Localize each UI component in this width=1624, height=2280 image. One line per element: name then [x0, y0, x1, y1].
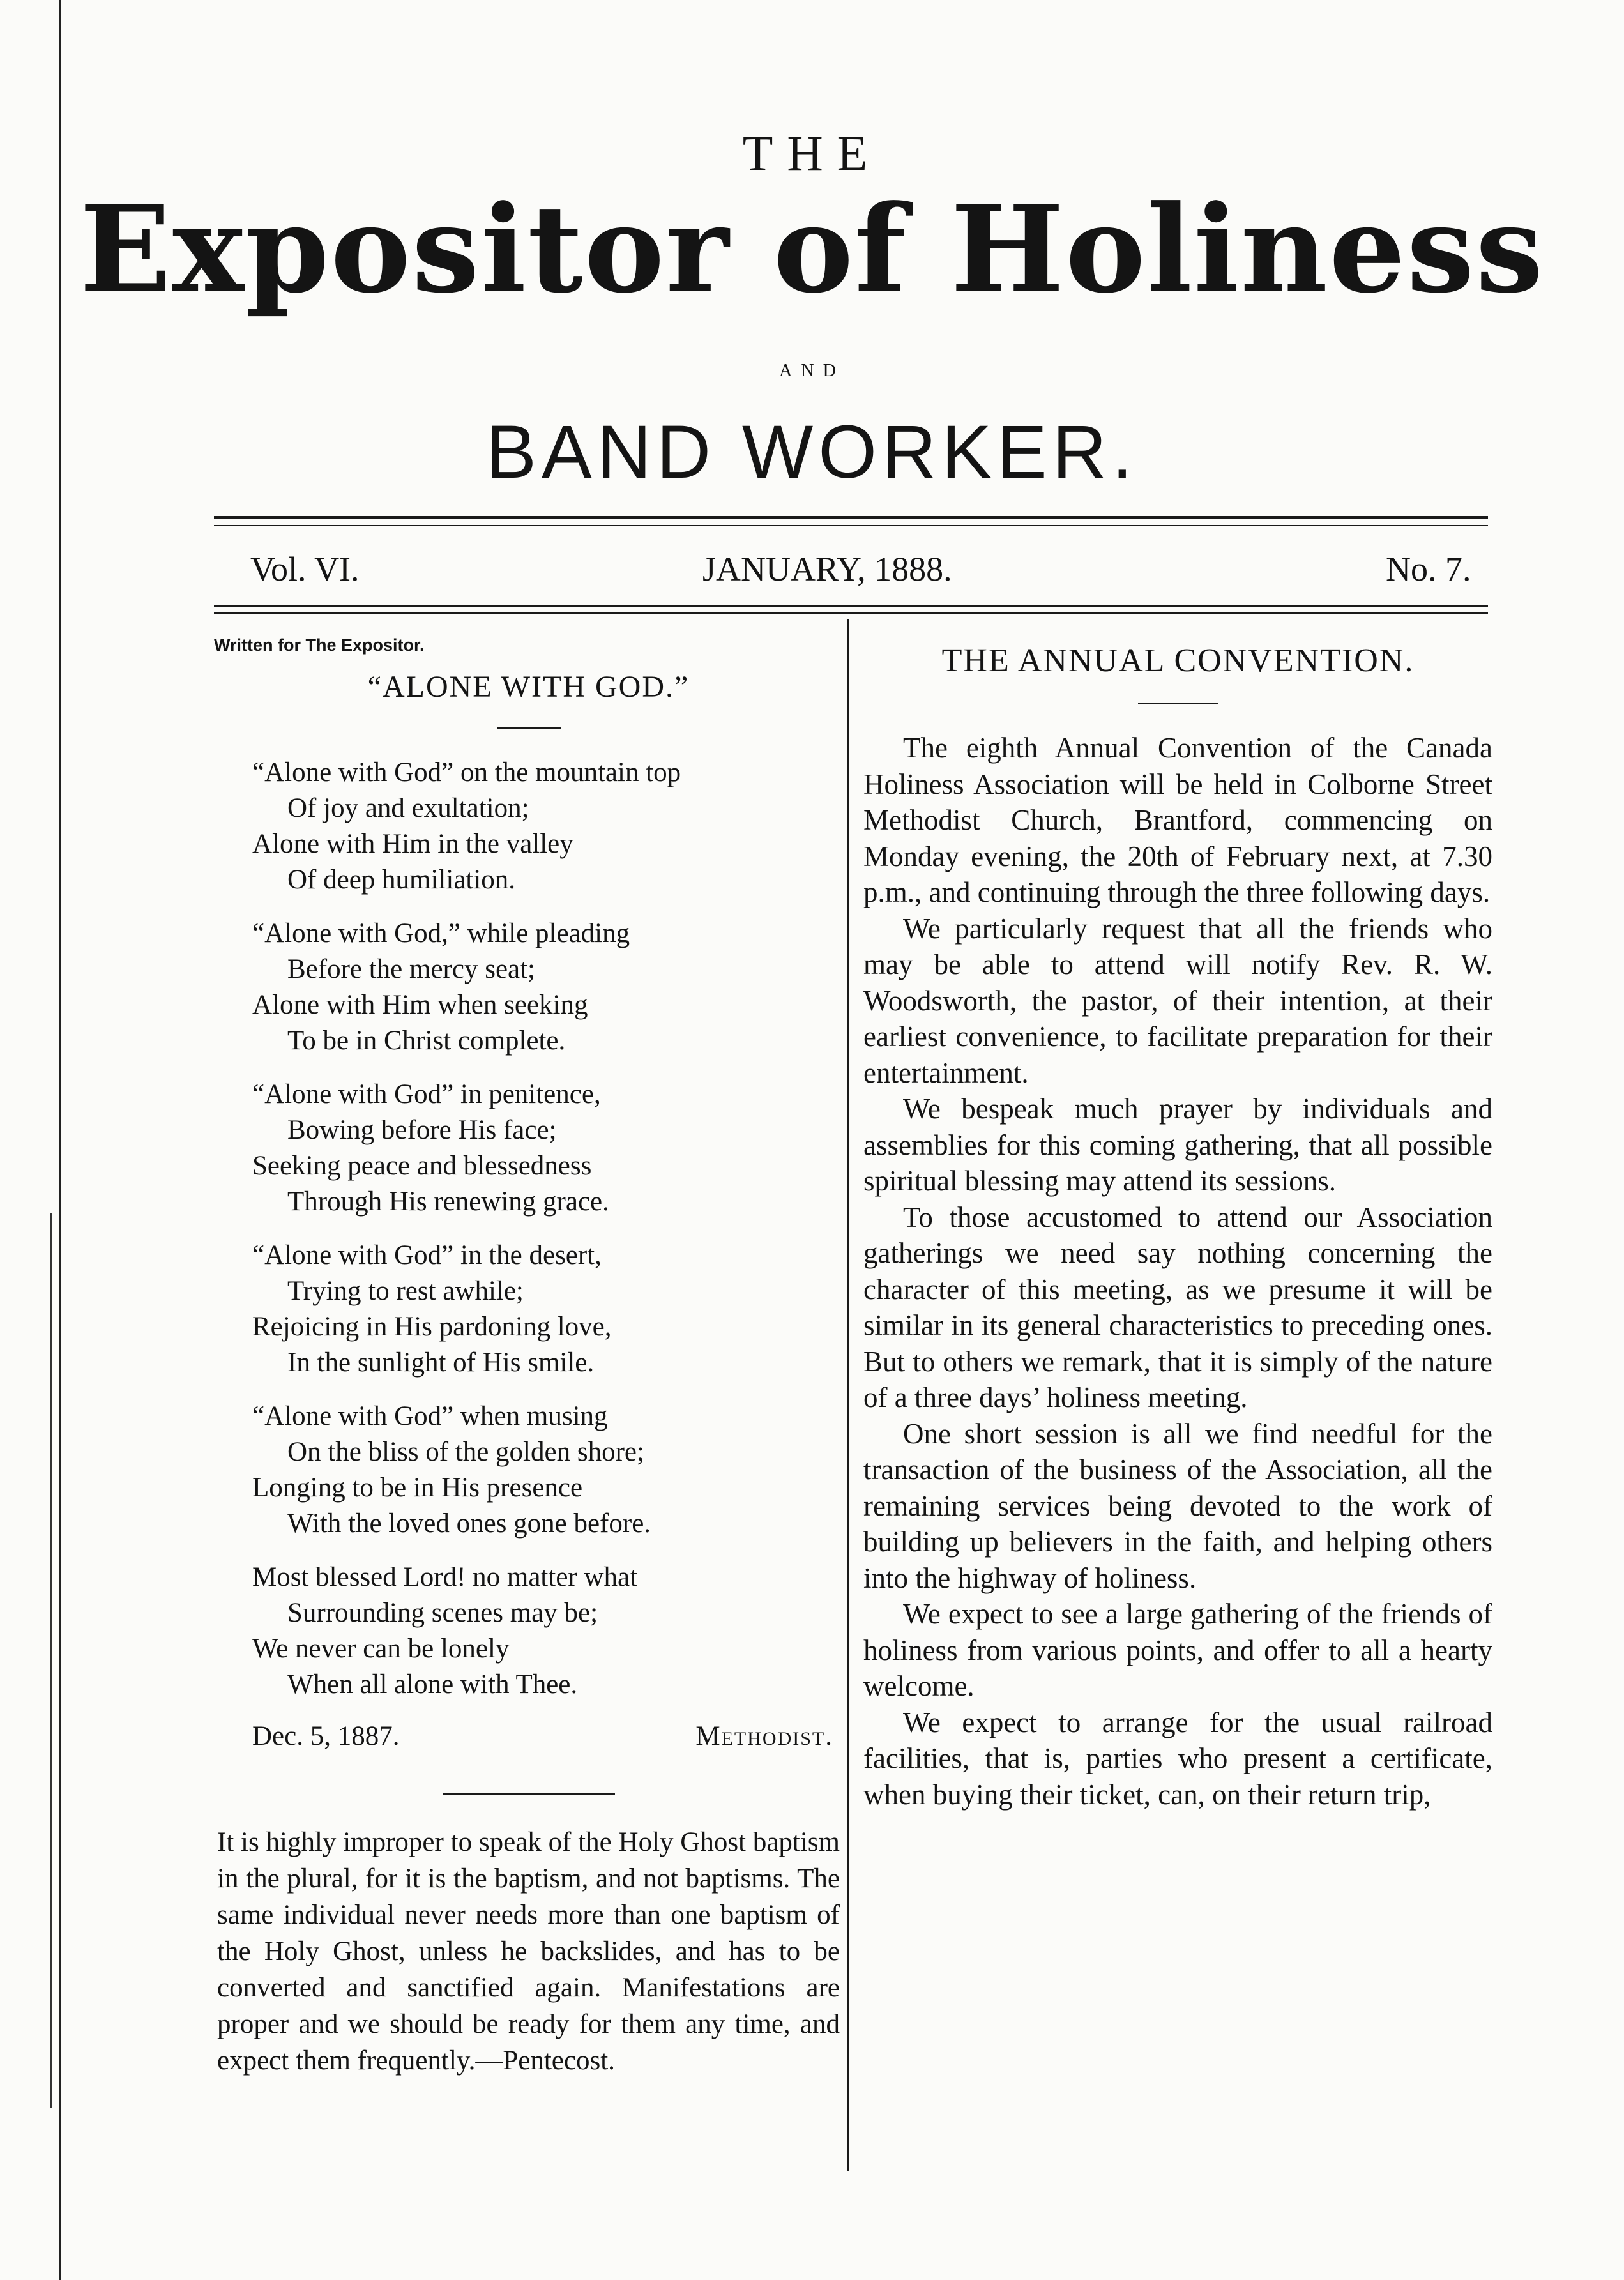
right-column — [863, 642, 1492, 1813]
poem-line: Longing to be in His presence — [252, 1473, 583, 1503]
poem-line: Bowing before His face; — [287, 1115, 557, 1145]
poem-line: Most blessed Lord! no matter what — [252, 1562, 638, 1592]
poem-stanza — [252, 916, 840, 1059]
section-separator-rule — [443, 1793, 615, 1795]
article-paragraph: We expect to see a large gathering of the friends of holiness from various points, and offer to all a hearty welcome. — [863, 1598, 1492, 1702]
poem-line: We never can be lonely — [252, 1634, 510, 1664]
masthead-the: THE — [742, 125, 882, 181]
issue-number: No. 7. — [1386, 550, 1471, 588]
pentecost-paragraph: It is highly improper to speak of the Holy Ghost baptism in the plural, for it is the baptism, and not baptisms. The same individual never needs more than one baptism of the Holy Ghost, unless he backslides, and has to be converted and sanctified again. Manifestations are proper and we should be ready for them any time, and expect them frequently.—Pentecost. — [217, 1827, 840, 2076]
poem-title-rule — [497, 727, 561, 729]
poem-line: “Alone with God” in the desert, — [252, 1240, 602, 1270]
poem-line: Trying to rest awhile; — [287, 1276, 524, 1306]
poem-line: Surrounding scenes may be; — [287, 1598, 598, 1628]
poem-source: Methodist. — [695, 1721, 833, 1751]
masthead-subtitle: BAND WORKER. — [486, 410, 1138, 494]
issue-date: JANUARY, 1888. — [702, 550, 952, 588]
left-column — [214, 635, 840, 2079]
poem-stanza — [252, 755, 840, 898]
article-title: THE ANNUAL CONVENTION. — [941, 642, 1415, 679]
column-divider — [847, 619, 849, 2171]
poem-title: “ALONE WITH GOD.” — [367, 670, 690, 704]
poem-line: “Alone with God” on the mountain top — [252, 757, 681, 787]
poem-line: In the sunlight of His smile. — [287, 1348, 595, 1378]
poem-signature — [252, 1721, 833, 1752]
written-for-note: Written for The Expositor. — [214, 635, 425, 655]
poem-line: Before the mercy seat; — [287, 954, 536, 984]
volume-number: Vol. VI. — [250, 550, 360, 588]
poem-line: Through His renewing grace. — [287, 1187, 609, 1217]
header-rule-bottom-thin — [214, 605, 1488, 607]
poem-line: “Alone with God” in penitence, — [252, 1079, 601, 1109]
poem-line: “Alone with God,” while pleading — [252, 918, 630, 948]
poem-line: When all alone with Thee. — [287, 1669, 578, 1699]
masthead-title: Expositor of Holiness — [79, 179, 1545, 320]
poem-line: Of deep humiliation. — [287, 865, 516, 895]
article-paragraph: We particularly request that all the friends who may be able to attend will notify Rev. R. W. Woodsworth, the pastor, of their intention, at their earliest convenience, to facilitate preparation for their entertainment. — [863, 912, 1492, 1089]
article-title-rule — [1138, 703, 1218, 704]
poem-line: With the loved ones gone before. — [287, 1509, 651, 1539]
header-rule-bottom — [214, 612, 1488, 614]
masthead-and: AND — [779, 361, 845, 381]
poem-stanza — [252, 1077, 840, 1220]
article-paragraph: The eighth Annual Convention of the Canada Holiness Association will be held in Colborne Street Methodist Church, Brantford, commencing on Monday evening, the 20th of February next, at 7.30 p.m., and continuing through the three following days. — [863, 732, 1492, 908]
poem-stanza — [252, 1399, 840, 1542]
poem-line: Alone with Him in the valley — [252, 829, 573, 859]
article-paragraph: To those accustomed to attend our Association gatherings we need say nothing concerning the character of this meeting, as we presume it will be similar in its general characteristics to preceding ones. But to others we remark, that it is simply of the nature of a three days’ holiness meeting. — [863, 1201, 1492, 1413]
poem-line: Of joy and exultation; — [287, 793, 529, 823]
poem-line: Seeking peace and blessedness — [252, 1151, 592, 1181]
poem-date: Dec. 5, 1887. — [252, 1721, 400, 1751]
header-rule-top — [214, 516, 1488, 519]
poem-line: On the bliss of the golden shore; — [287, 1437, 644, 1467]
poem-stanza — [252, 1560, 840, 1703]
poem-stanza — [252, 1238, 840, 1381]
poem-line: Rejoicing in His pardoning love, — [252, 1312, 612, 1342]
header-rule-top-thin — [214, 525, 1488, 526]
article-paragraph: One short session is all we find needful for the transaction of the business of the Association, all the remaining services being devoted to the work of building up believers in the faith, and helping others into the highway of holiness. — [863, 1417, 1492, 1594]
poem-body — [252, 755, 840, 1703]
article-paragraph: We bespeak much prayer by individuals and assemblies for this coming gathering, that all possible spiritual blessing may attend its sessions. — [863, 1093, 1492, 1197]
poem-line: “Alone with God” when musing — [252, 1401, 608, 1431]
poem-line: To be in Christ complete. — [287, 1026, 566, 1056]
article-body — [863, 730, 1492, 1813]
article-paragraph: We expect to arrange for the usual railroad facilities, that is, parties who present a certificate, when buying their ticket, can, on their return trip, — [863, 1706, 1492, 1811]
page-edge-line-secondary — [50, 1213, 52, 2108]
page-edge-line — [59, 0, 61, 2280]
poem-line: Alone with Him when seeking — [252, 990, 588, 1020]
